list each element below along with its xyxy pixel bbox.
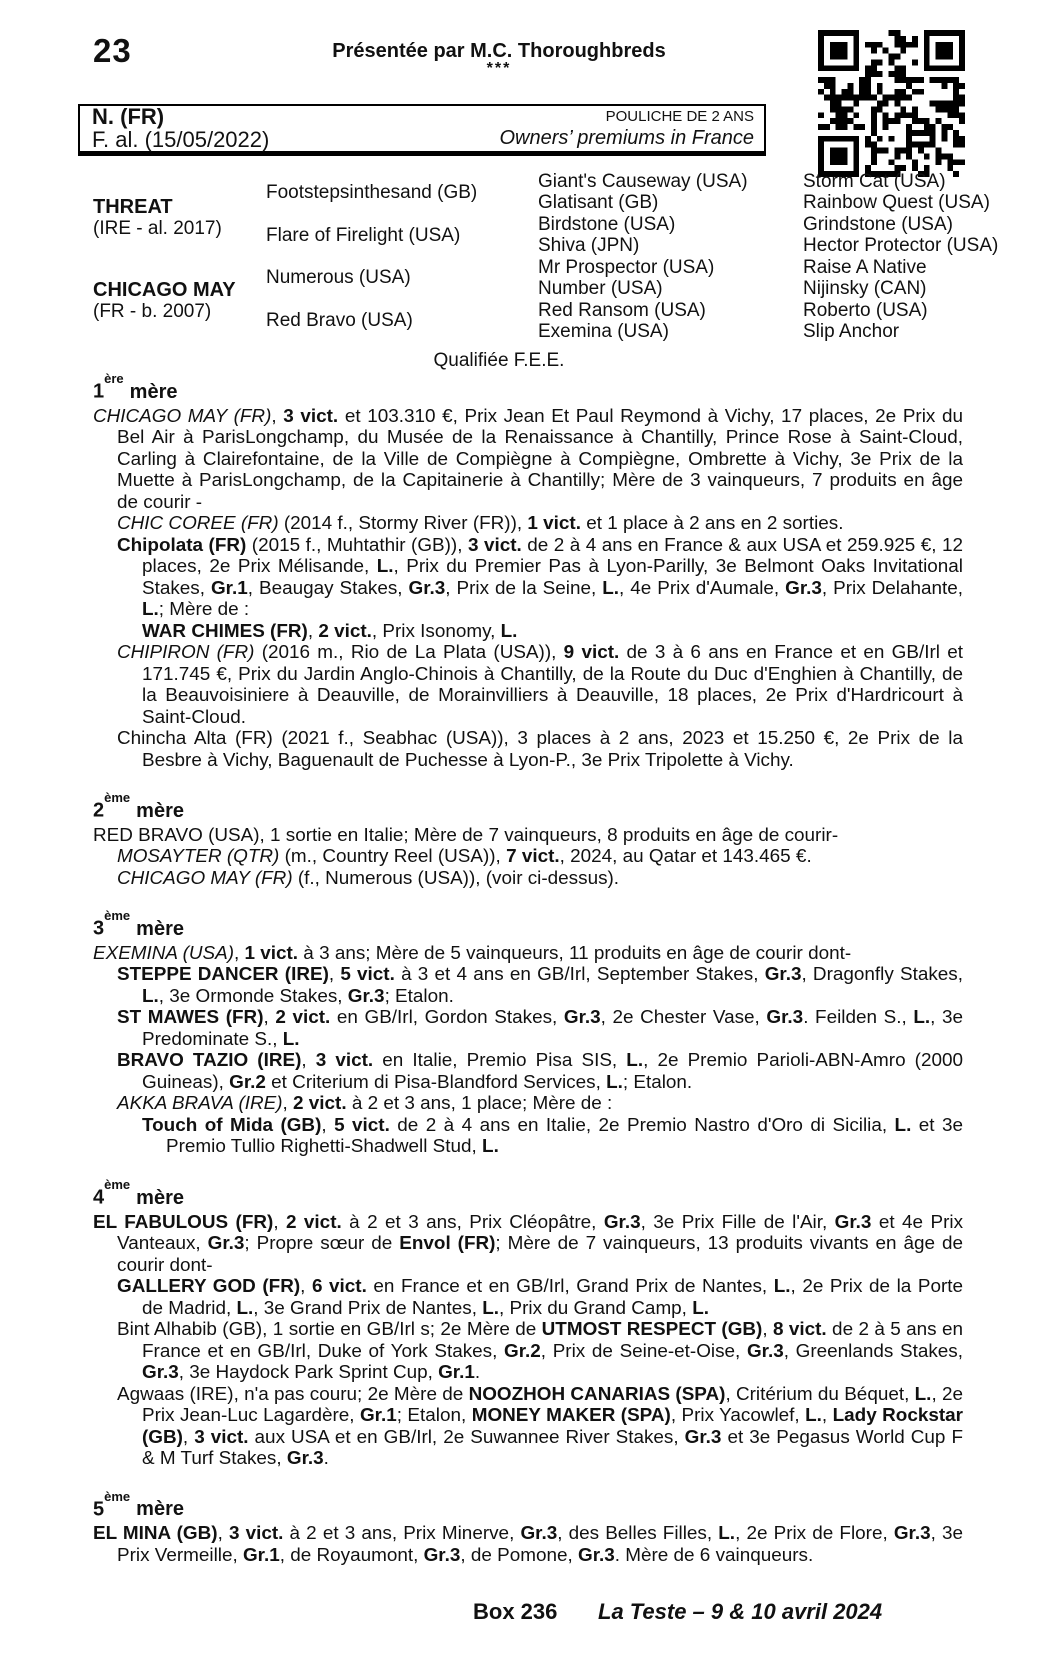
section-third-dam [93, 908, 963, 1158]
section-heading: 1èremère [93, 371, 178, 403]
sire-name: THREAT [93, 195, 173, 218]
section-second-dam [93, 790, 963, 889]
pedigree-ancestor: Nijinsky (CAN) [803, 278, 927, 300]
lot-number: 23 [93, 32, 132, 69]
box-number: Box 236 [473, 1599, 558, 1624]
pedigree-ancestor: Birdstone (USA) [538, 213, 676, 235]
qualification-note: Qualifiée F.E.E. [433, 350, 565, 371]
section-fourth-dam [93, 1176, 964, 1470]
pedigree-ancestor: Raise A Native [803, 256, 927, 278]
sire-detail: (IRE - al. 2017) [93, 217, 222, 239]
pedigree-ancestor: Flare of Firelight (USA) [266, 224, 461, 246]
pedigree-ancestor: Red Bravo (USA) [266, 309, 413, 331]
pedigree-ancestor: Footstepsinthesand (GB) [266, 182, 478, 204]
dam-paragraph: EXEMINA (USA), 1 vict. à 3 ans; Mère de 5 vainqueurs, 11 produits en âge de courir dont- [93, 942, 852, 964]
produce-paragraph: Chincha Alta (FR) (2021 f., Seabhac (USA)), 3 places à 2 ans, 2023 et 15.250 €, 2e Prix de la Besbre à Vichy, Baguenault de Puchesse à Lyon-P., 3e Prix Tripolette à Vichy. [117, 728, 963, 771]
stars-separator: *** [486, 60, 512, 77]
dam-detail: (FR - b. 2007) [93, 300, 212, 322]
pedigree-ancestor: Hector Protector (USA) [803, 235, 999, 257]
produce-paragraph: GALLERY GOD (FR), 6 vict. en France et en GB/Irl, Grand Prix de Nantes, L., 2e Prix de la Porte de Madrid, L., 3e Grand Prix de Nantes, L., Prix du Grand Camp, L. [117, 1276, 963, 1319]
pedigree-gen1-column [93, 172, 266, 342]
produce-paragraph: AKKA BRAVA (IRE), 2 vict. à 2 et 3 ans, 1 place; Mère de : [117, 1093, 613, 1115]
produce-paragraph: CHICAGO MAY (FR) (f., Numerous (USA)), (voir ci-dessus). [117, 867, 620, 889]
pedigree-ancestor: Grindstone (USA) [803, 213, 953, 235]
produce-paragraph: Chipolata (FR) (2015 f., Muhtathir (GB)), 3 vict. de 2 à 4 ans en France & aux USA et 259.925 €, 12 places, 2e Prix Mélisande, L., Prix du Premier Pas à Lyon-Parilly, 3e Belmont Oaks Invitational Stakes, Gr.1, Beaugay Stakes, Gr.3, Prix de la Seine, L., 4e Prix d'Aumale, Gr.3, Prix Delahante, L.; Mère de : [117, 534, 964, 621]
pedigree-gen2-column [266, 172, 538, 342]
dam-paragraph: CHICAGO MAY (FR), 3 vict. et 103.310 €, Prix Jean Et Paul Reymond à Vichy, 17 places, 2e Prix du Bel Air à ParisLongchamp, du Musée de la Renaissance à Chantilly, Prince Rose à Saint-Cloud, Carling à Clairefontaine, de la Ville de Compiègne à Compiègne, Ombrette à Vichy, 3e Prix de la Muette à ParisLongchamp, de la Capitainerie à Chantilly; Mère de 3 vainqueurs, 7 produits en âge de courir - [93, 405, 963, 513]
grand-produce-paragraph: Touch of Mida (GB), 5 vict. de 2 à 4 ans en Italie, 2e Premio Nastro d'Oro di Sicilia, L. et 3e Premio Tullio Righetti-Shadwell Stud, L. [142, 1114, 963, 1158]
dam-paragraph: EL MINA (GB), 3 vict. à 2 et 3 ans, Prix Minerve, Gr.3, des Belles Filles, L., 2e Prix de Flore, Gr.3, 3e Prix Vermeille, Gr.1, de Royaumont, Gr.3, de Pomone, Gr.3. Mère de 6 vainqueurs. [93, 1523, 964, 1566]
dam-paragraph: RED BRAVO (USA), 1 sortie en Italie; Mère de 7 vainqueurs, 8 produits en âge de courir- [93, 824, 839, 846]
section-fifth-dam [93, 1488, 964, 1567]
sire-entry [93, 196, 266, 240]
horse-category: POULICHE DE 2 ANS [605, 108, 754, 125]
produce-paragraph: STEPPE DANCER (IRE), 5 vict. à 3 et 4 ans en GB/Irl, September Stakes, Gr.3, Dragonfly Stakes, L., 3e Ormonde Stakes, Gr.3; Etalon. [117, 964, 963, 1007]
horse-birth: F. al. (15/05/2022) [92, 127, 270, 152]
presenter-title: Présentée par M.C. Thoroughbreds [332, 40, 666, 62]
section-heading: 3èmemère [93, 908, 184, 940]
dam-entry [93, 279, 266, 323]
pedigree-gen4-column [803, 172, 1008, 342]
section-first-dam [93, 371, 964, 771]
pedigree-ancestor: Roberto (USA) [803, 299, 928, 321]
grand-produce-paragraph: WAR CHIMES (FR), 2 vict., Prix Isonomy, L. [142, 620, 518, 642]
pedigree-ancestor: Shiva (JPN) [538, 235, 640, 257]
section-heading: 5èmemère [93, 1488, 184, 1521]
pedigree-table [93, 172, 1008, 342]
pedigree-ancestor: Mr Prospector (USA) [538, 256, 715, 278]
produce-paragraph: CHIPIRON (FR) (2016 m., Rio de La Plata (USA)), 9 vict. de 3 à 6 ans en France et en GB/Irl et 171.745 €, Prix du Jardin Anglo-Chinois à Chantilly, de la Route du Duc d'Enghien à Chantilly, de la Beauvoisiniere à Deauville, de Morainvilliers à Deauville, 18 places, 2e Prix d'Hardricourt à Saint-Cloud. [117, 642, 963, 728]
pedigree-gen3-column [538, 172, 803, 342]
produce-paragraph: Bint Alhabib (GB), 1 sortie en GB/Irl s; 2e Mère de UTMOST RESPECT (GB), 8 vict. de 2 à 5 ans en France et en GB/Irl, Duke of York Stakes, Gr.2, Prix de Seine-et-Oise, Gr.3, Greenlands Stakes, Gr.3, 3e Haydock Park Sprint Cup, Gr.1. [117, 1319, 963, 1384]
pedigree-ancestor: Storm Cat (USA) [803, 171, 946, 192]
dam-paragraph: EL FABULOUS (FR), 2 vict. à 2 et 3 ans, Prix Cléopâtre, Gr.3, 3e Prix Fille de l'Air, Gr.3 et 4e Prix Vanteaux, Gr.3; Propre sœur de Envol (FR); Mère de 7 vainqueurs, 13 produits vivants en âge de courir dont- [93, 1211, 964, 1276]
produce-paragraph: ST MAWES (FR), 2 vict. en GB/Irl, Gordon Stakes, Gr.3, 2e Chester Vase, Gr.3. Feilden S., L., 3e Predominate S., L. [117, 1007, 963, 1050]
pedigree-ancestor: Number (USA) [538, 278, 663, 300]
pedigree-text-body [93, 371, 964, 1566]
pedigree-ancestor: Giant's Causeway (USA) [538, 171, 748, 192]
dam-name: CHICAGO MAY [93, 278, 236, 301]
pedigree-ancestor: Rainbow Quest (USA) [803, 192, 990, 214]
section-heading: 4èmemère [93, 1176, 184, 1209]
sale-date-line: La Teste – 9 & 10 avril 2024 [598, 1599, 883, 1624]
produce-paragraph: Agwaas (IRE), n'a pas couru; 2e Mère de NOOZHOH CANARIAS (SPA), Critérium du Béquet, L., 2e Prix Jean-Luc Lagardère, Gr.1; Etalon, MONEY MAKER (SPA), Prix Yacowlef, L., Lady Rockstar (GB), 3 vict. aux USA et en GB/Irl, 2e Suwannee River Stakes, Gr.3 et 3e Pegasus World Cup F & M Turf Stakes, Gr.3. [117, 1383, 964, 1470]
pedigree-ancestor: Slip Anchor [803, 320, 900, 342]
pedigree-ancestor: Exemina (USA) [538, 320, 669, 342]
produce-paragraph: MOSAYTER (QTR) (m., Country Reel (USA)), 7 vict., 2024, au Qatar et 143.465 €. [117, 846, 812, 868]
pedigree-ancestor: Glatisant (GB) [538, 192, 659, 214]
horse-header-box [78, 104, 766, 156]
horse-name: N. (FR) [92, 104, 165, 129]
pedigree-ancestor: Red Ransom (USA) [538, 299, 706, 321]
section-heading: 2èmemère [93, 790, 184, 822]
produce-paragraph: BRAVO TAZIO (IRE), 3 vict. en Italie, Premio Pisa SIS, L., 2e Premio Parioli-ABN-Amro (2000 Guineas), Gr.2 et Criterium di Pisa-Blandford Services, L.; Etalon. [117, 1050, 963, 1093]
qr-code [818, 30, 965, 177]
premiums-note: Owners’ premiums in France [499, 127, 754, 149]
produce-paragraph: CHIC COREE (FR) (2014 f., Stormy River (FR)), 1 vict. et 1 place à 2 ans en 2 sorties. [117, 513, 844, 535]
pedigree-ancestor: Numerous (USA) [266, 267, 411, 289]
